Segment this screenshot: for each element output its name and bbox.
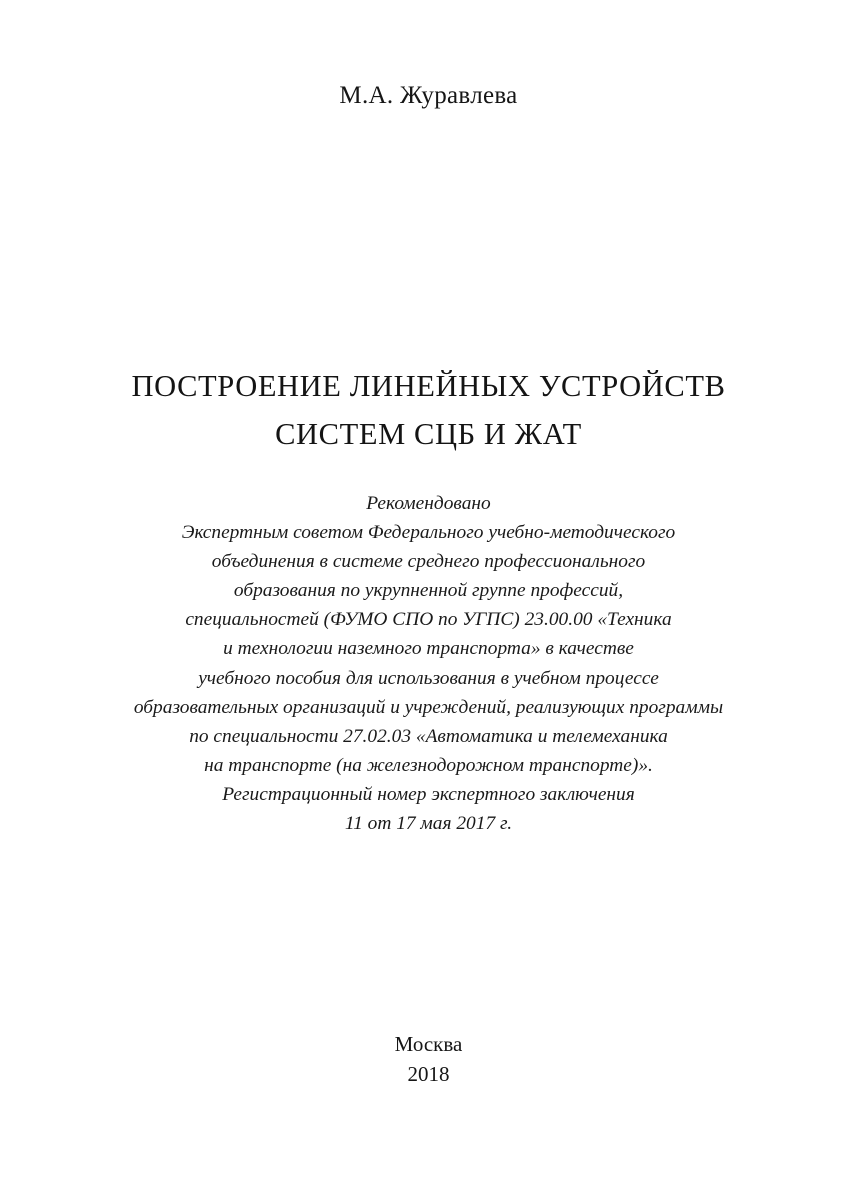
recommendation-line: на транспорте (на железнодорожном транспорте)». — [204, 754, 653, 776]
title-line-2: СИСТЕМ СЦБ И ЖАТ — [275, 417, 582, 451]
publication-year: 2018 — [407, 1062, 450, 1086]
recommendation-line: образования по укрупненной группе профессий, — [233, 580, 624, 602]
author-name: М.А. Журавлева — [339, 82, 518, 109]
title-line-1: ПОСТРОЕНИЕ ЛИНЕЙНЫХ УСТРОЙСТВ — [131, 369, 726, 403]
recommendation-line: учебного пособия для использования в учебном процессе — [198, 667, 659, 689]
recommendation-line: 11 от 17 мая 2017 г. — [344, 813, 513, 835]
publication-place: Москва — [394, 1032, 463, 1056]
imprint — [0, 1029, 857, 1089]
recommendation-line: образовательных организаций и учреждений, реализующих программы — [133, 696, 724, 718]
book-title — [0, 362, 857, 458]
recommendation-line: Экспертным советом Федерального учебно-методического — [181, 522, 676, 544]
recommendation-text — [0, 489, 857, 838]
recommendation-line: Рекомендовано — [366, 493, 491, 514]
recommendation-line: и технологии наземного транспорта» в качестве — [223, 638, 634, 660]
recommendation-line: объединения в системе среднего профессионального — [211, 551, 646, 573]
recommendation-line: по специальности 27.02.03 «Автоматика и телемеханика — [189, 725, 668, 747]
recommendation-line: Регистрационный номер экспертного заключения — [222, 783, 635, 805]
recommendation-line: специальностей (ФУМО СПО по УГПС) 23.00.00 «Техника — [185, 609, 672, 631]
